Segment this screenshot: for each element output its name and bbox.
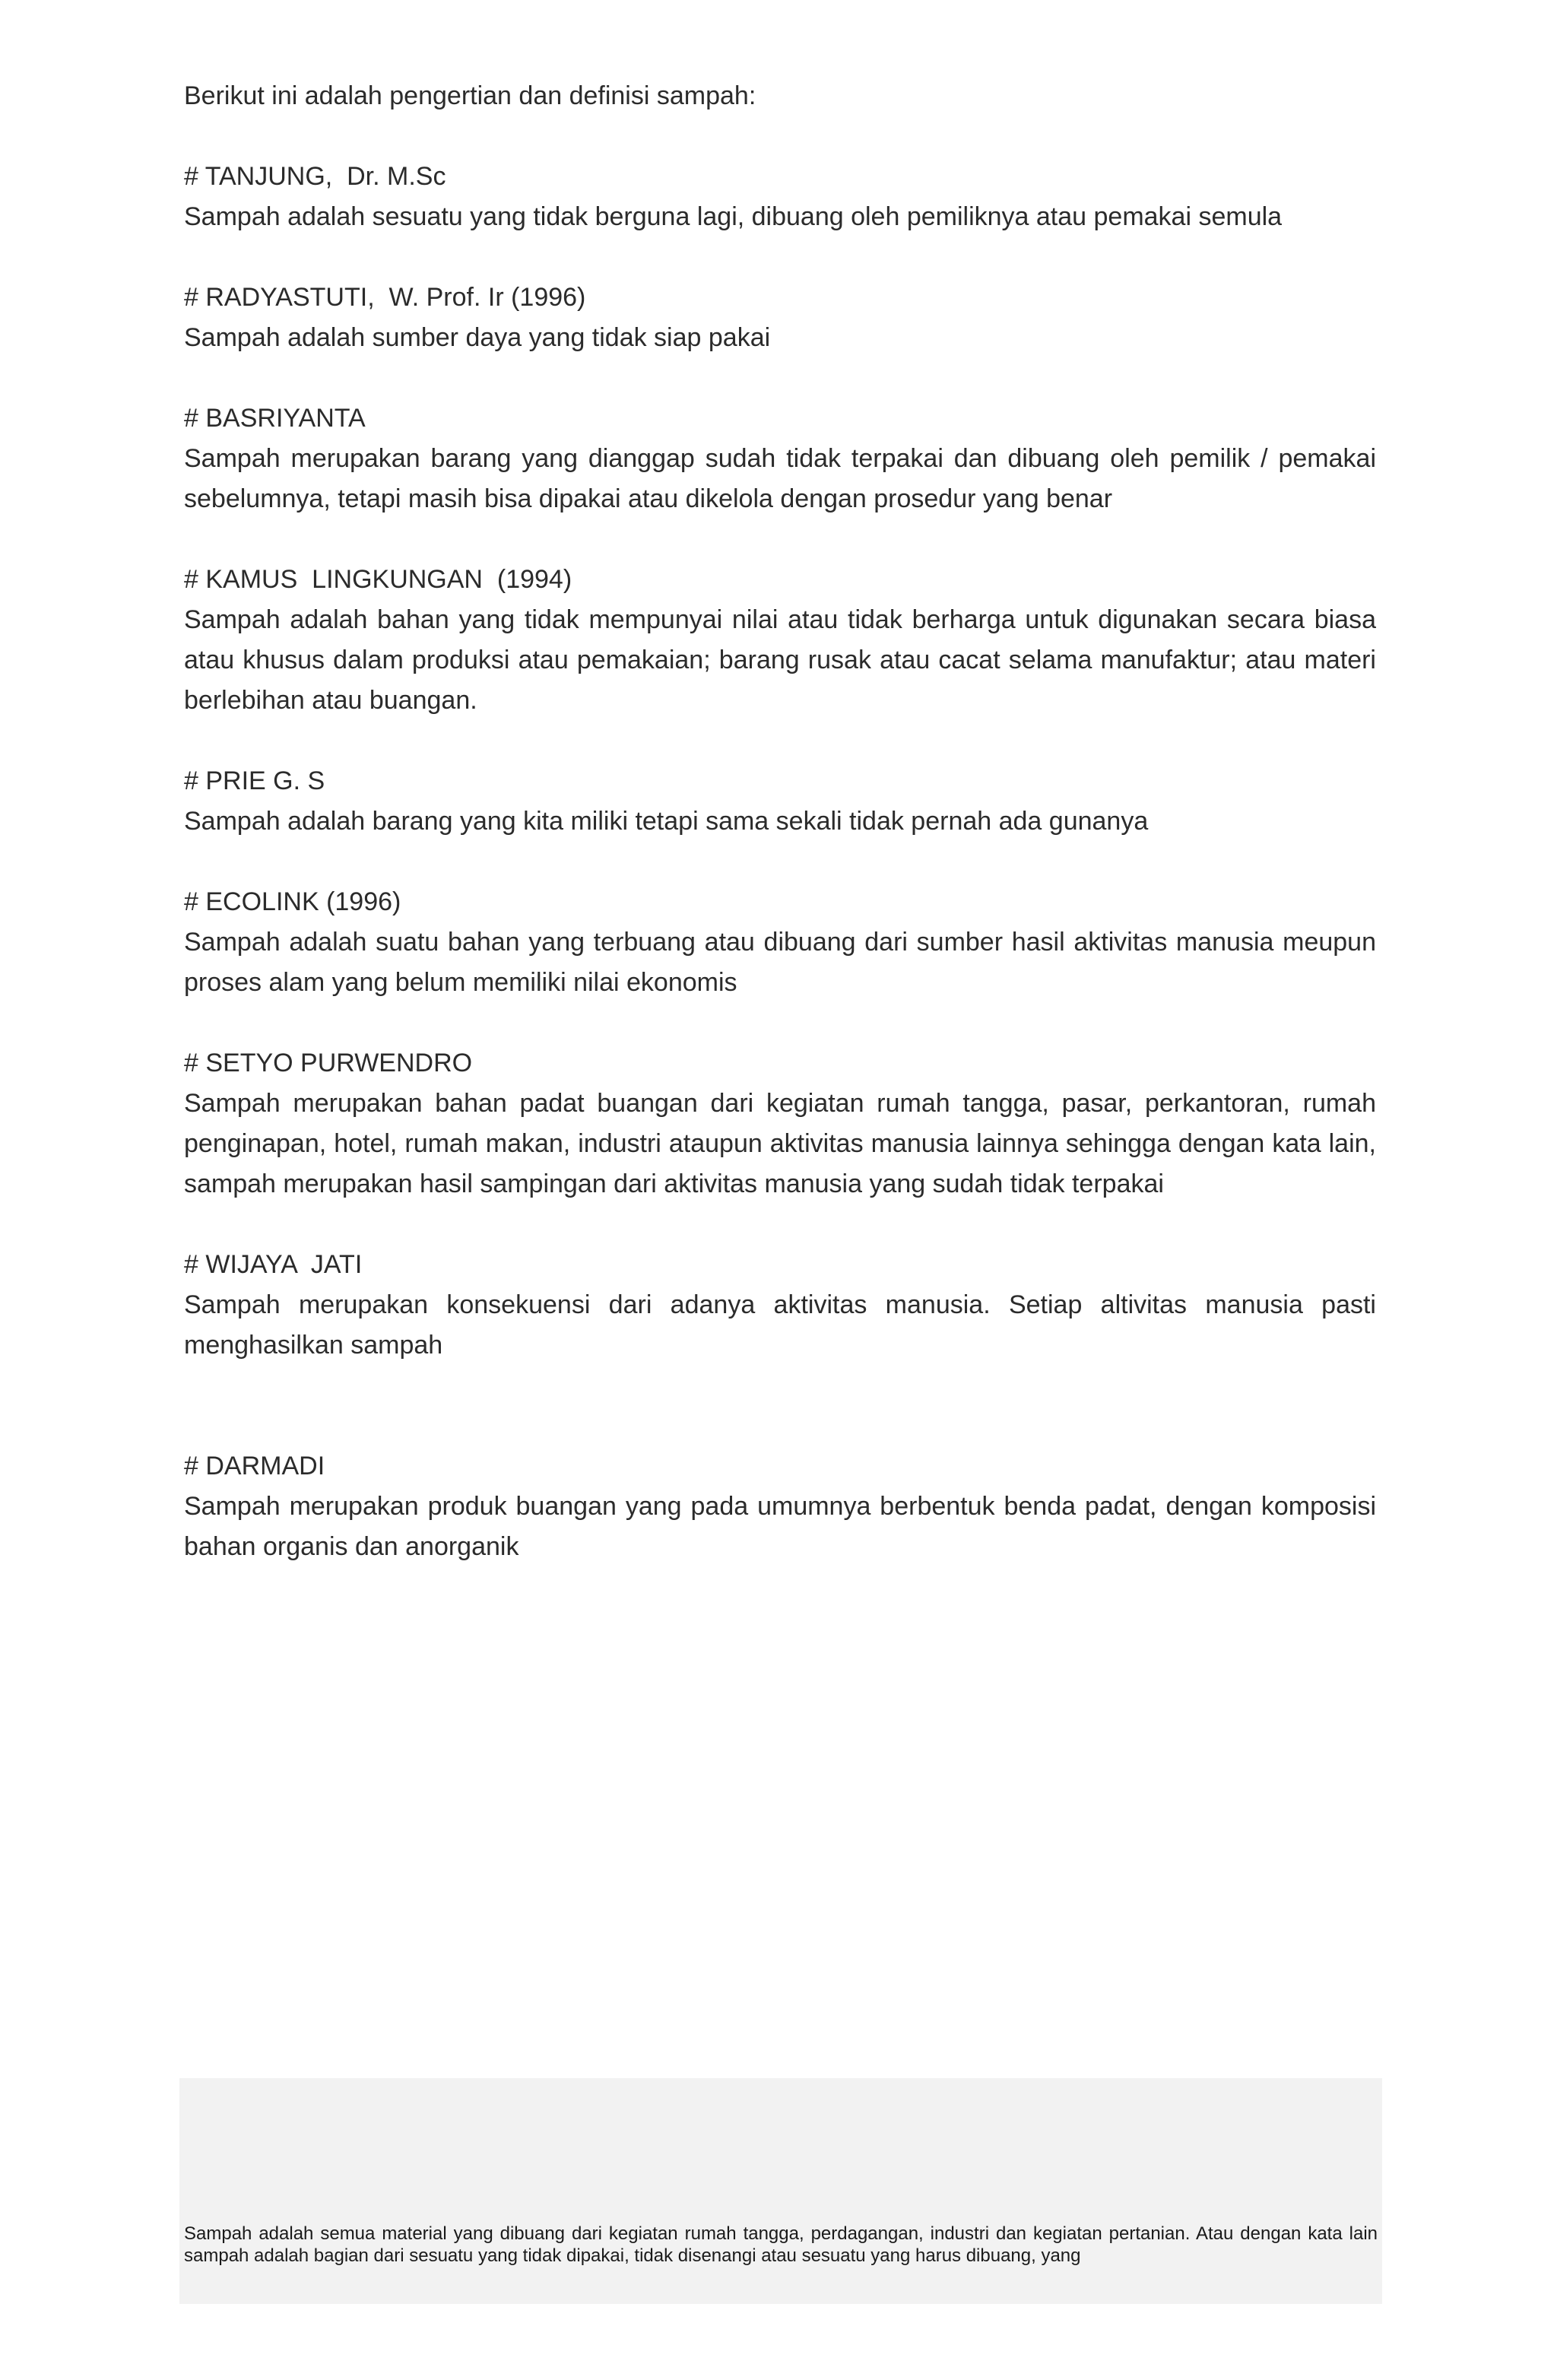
definition-entry [184,157,1376,237]
definition-text: Sampah adalah sesuatu yang tidak berguna lagi, dibuang oleh pemiliknya atau pemakai semula [184,202,1283,231]
definition-heading: # DARMADI [184,1452,325,1480]
definition-heading: # ECOLINK (1996) [184,887,401,916]
definition-text: Sampah adalah barang yang kita miliki tetapi sama sekali tidak pernah ada gunanya [184,807,1149,836]
definition-text: Sampah merupakan produk buangan yang pada umumnya berbentuk benda padat, dengan komposisi bahan organis dan anorganik [184,1492,1376,1561]
definition-entry [184,398,1376,519]
definition-heading: # WIJAYA JATI [184,1250,363,1279]
definition-text: Sampah merupakan barang yang dianggap sudah tidak terpakai dan dibuang oleh pemilik / pemakai sebelumnya, tetapi masih bisa dipakai atau dikelola dengan prosedur yang benar [184,444,1376,513]
definition-text: Sampah adalah sumber daya yang tidak siap pakai [184,323,771,352]
intro-text: Berikut ini adalah pengertian dan definisi sampah: [184,81,756,110]
definition-entry [184,278,1376,358]
definition-entry [184,761,1376,842]
definition-entry [184,1446,1376,1567]
definition-entry [184,1043,1376,1204]
definition-heading: # BASRIYANTA [184,404,366,433]
definition-heading: # KAMUS LINGKUNGAN (1994) [184,565,572,594]
definition-text: Sampah adalah suatu bahan yang terbuang atau dibuang dari sumber hasil aktivitas manusia meupun proses alam yang belum memiliki nilai ekonomis [184,928,1376,997]
definition-text: Sampah adalah bahan yang tidak mempunyai nilai atau tidak berharga untuk digunakan secara biasa atau khusus dalam produksi atau pemakaian; barang rusak atau cacat selama manufaktur; atau materi berlebihan atau buangan. [184,605,1376,715]
definition-heading: # RADYASTUTI, W. Prof. Ir (1996) [184,283,586,312]
document-content [184,76,1376,1607]
footer-text: Sampah adalah semua material yang dibuang dari kegiatan rumah tangga, perdagangan, industri dan kegiatan pertanian. Atau dengan kata lain sampah adalah bagian dari sesuatu yang tidak dipakai, tidak disenangi atau sesuatu yang harus dibuang, yang [184,2223,1378,2266]
definition-entry [184,882,1376,1003]
footer-preview-box [179,2078,1382,2304]
definition-entry [184,560,1376,721]
definition-heading: # PRIE G. S [184,766,325,795]
definition-heading: # TANJUNG, Dr. M.Sc [184,162,446,191]
definition-text: Sampah merupakan konsekuensi dari adanya aktivitas manusia. Setiap altivitas manusia pasti menghasilkan sampah [184,1290,1376,1360]
definition-entry [184,1245,1376,1366]
definition-heading: # SETYO PURWENDRO [184,1049,473,1077]
definition-text: Sampah merupakan bahan padat buangan dari kegiatan rumah tangga, pasar, perkantoran, rumah penginapan, hotel, rumah makan, industri ataupun aktivitas manusia lainnya sehingga dengan kata lain, sampah merupakan hasil sampingan dari aktivitas manusia yang sudah tidak terpakai [184,1089,1376,1198]
